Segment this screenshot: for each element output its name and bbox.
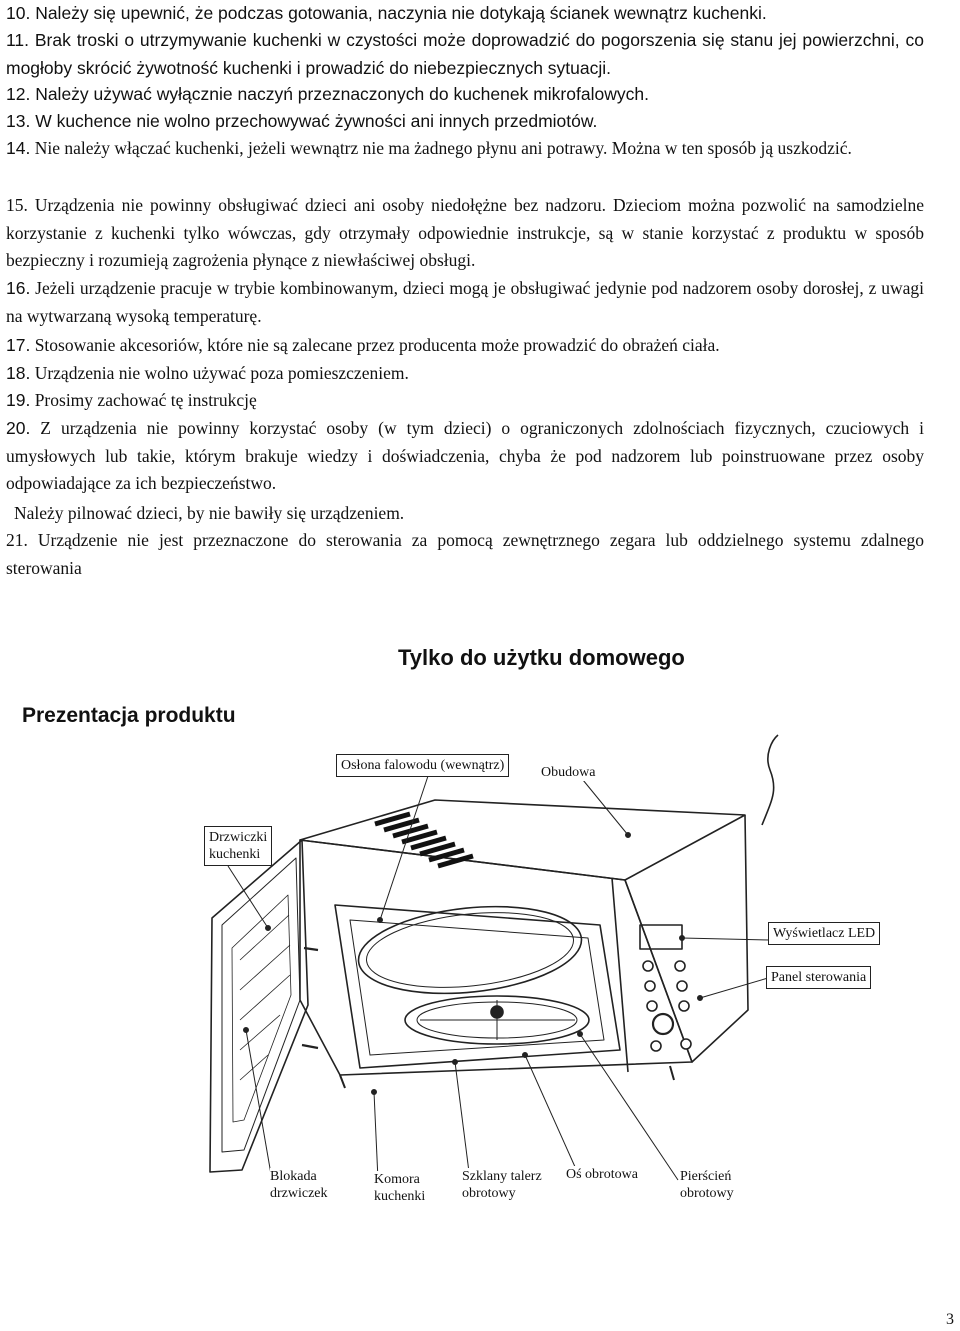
instruction-16: 16. Jeżeli urządzenie pracuje w trybie kombinowanym, dzieci mogą je obsługiwać jedynie pod nadzorem osoby dorosłej, z uwagi na wytwarzaną wysoką temperaturę. — [6, 278, 924, 326]
instruction-15: 15. Urządzenia nie powinny obsługiwać dzieci ani osoby niedołężne bez nadzoru. Dzieciom można pozwolić na samodzielne korzystanie z kuchenki tylko wówczas, gdy otrzymały odpowiednie instrukcje, są w stanie korzystać z produktu w sposób bezpieczny i rozumieją zagrożenia płynące z niewłaściwej obsługi. — [6, 195, 924, 270]
axis-label: Oś obrotowa — [566, 1167, 638, 1182]
chamber-label-line1: Komora — [374, 1172, 420, 1187]
power-cord — [762, 735, 778, 825]
instruction-11: 11. Brak troski o utrzymywanie kuchenki w czystości może doprowadzić do pogorszenia się stanu jej powierzchni, co mogłoby skrócić żywotność kuchenki i prowadzić do niebezpiecznych sytuacji. — [6, 30, 924, 78]
door-lock-label-line1: Blokada — [270, 1169, 317, 1184]
door-label-line2: kuchenki — [209, 847, 261, 862]
chamber-label — [374, 1171, 425, 1205]
door-lock-lower — [302, 1045, 318, 1048]
waveguide-label: Osłona falowodu (wewnątrz) — [336, 754, 509, 777]
instruction-19: 19. Prosimy zachować tę instrukcję — [6, 390, 257, 410]
led-display-label: Wyświetlacz LED — [768, 922, 880, 945]
page-number: 3 — [946, 1311, 954, 1328]
instruction-20-note: Należy pilnować dzieci, by nie bawiły się urządzeniem. — [14, 503, 405, 523]
ring-label-line2: obrotowy — [680, 1186, 734, 1201]
panel-divider — [612, 878, 628, 1072]
door-label — [204, 826, 272, 866]
door-shape — [210, 840, 308, 1172]
door-label-line1: Drzwiczki — [209, 830, 268, 845]
chamber-label-line2: kuchenki — [374, 1189, 426, 1204]
door-window — [232, 895, 291, 1122]
glass-plate-label-line2: obrotowy — [462, 1186, 516, 1201]
glass-plate-label — [462, 1168, 542, 1202]
home-use-heading: Tylko do użytku domowego — [398, 645, 685, 670]
instruction-14: 14. Nie należy włączać kuchenki, jeżeli wewnątrz nie ma żadnego płynu ani potrawy. Można w ten sposób ją uszkodzić. — [6, 138, 852, 158]
vent-slots — [375, 814, 473, 866]
instruction-13: 13. W kuchence nie wolno przechowywać żywności ani innych przedmiotów. — [6, 111, 598, 131]
instruction-12: 12. Należy używać wyłącznie naczyń przeznaczonych do kuchenek mikrofalowych. — [6, 84, 649, 104]
presentation-heading: Prezentacja produktu — [22, 704, 236, 727]
ring-label-line1: Pierścień — [680, 1169, 732, 1184]
housing-label: Obudowa — [541, 765, 596, 780]
control-panel-label: Panel sterowania — [766, 966, 871, 989]
instruction-10: 10. Należy się upewnić, że podczas gotowania, naczynia nie dotykają ścianek wewnątrz kuchenki. — [6, 3, 767, 23]
door-lock-label — [270, 1168, 328, 1202]
glass-plate-shape — [354, 897, 586, 1004]
control-knob — [653, 1014, 673, 1034]
instruction-18: 18. Urządzenia nie wolno używać poza pomieszczeniem. — [6, 363, 409, 383]
instruction-17: 17. Stosowanie akcesoriów, które nie są zalecane przez producenta może prowadzić do obrażeń ciała. — [6, 335, 720, 355]
instruction-21: 21. Urządzenie nie jest przeznaczone do sterowania za pomocą zewnętrznego zegara lub oddzielnego systemu zdalnego sterowania — [6, 530, 924, 578]
glass-plate-label-line1: Szklany talerz — [462, 1169, 542, 1184]
ring-label — [680, 1168, 734, 1202]
door-lock-label-line2: drzwiczek — [270, 1186, 328, 1201]
axis-shape — [491, 1006, 503, 1018]
instruction-20: 20. Z urządzenia nie powinny korzystać osoby (w tym dzieci) o ograniczonych zdolnościach fizycznych, czuciowych i umysłowych lub takie, którym brakuje wiedzy i doświadczenia, chyba że pod nadzorem lub poinstruowane przez osoby odpowiadające za ich bezpieczeństwo. — [6, 418, 924, 493]
